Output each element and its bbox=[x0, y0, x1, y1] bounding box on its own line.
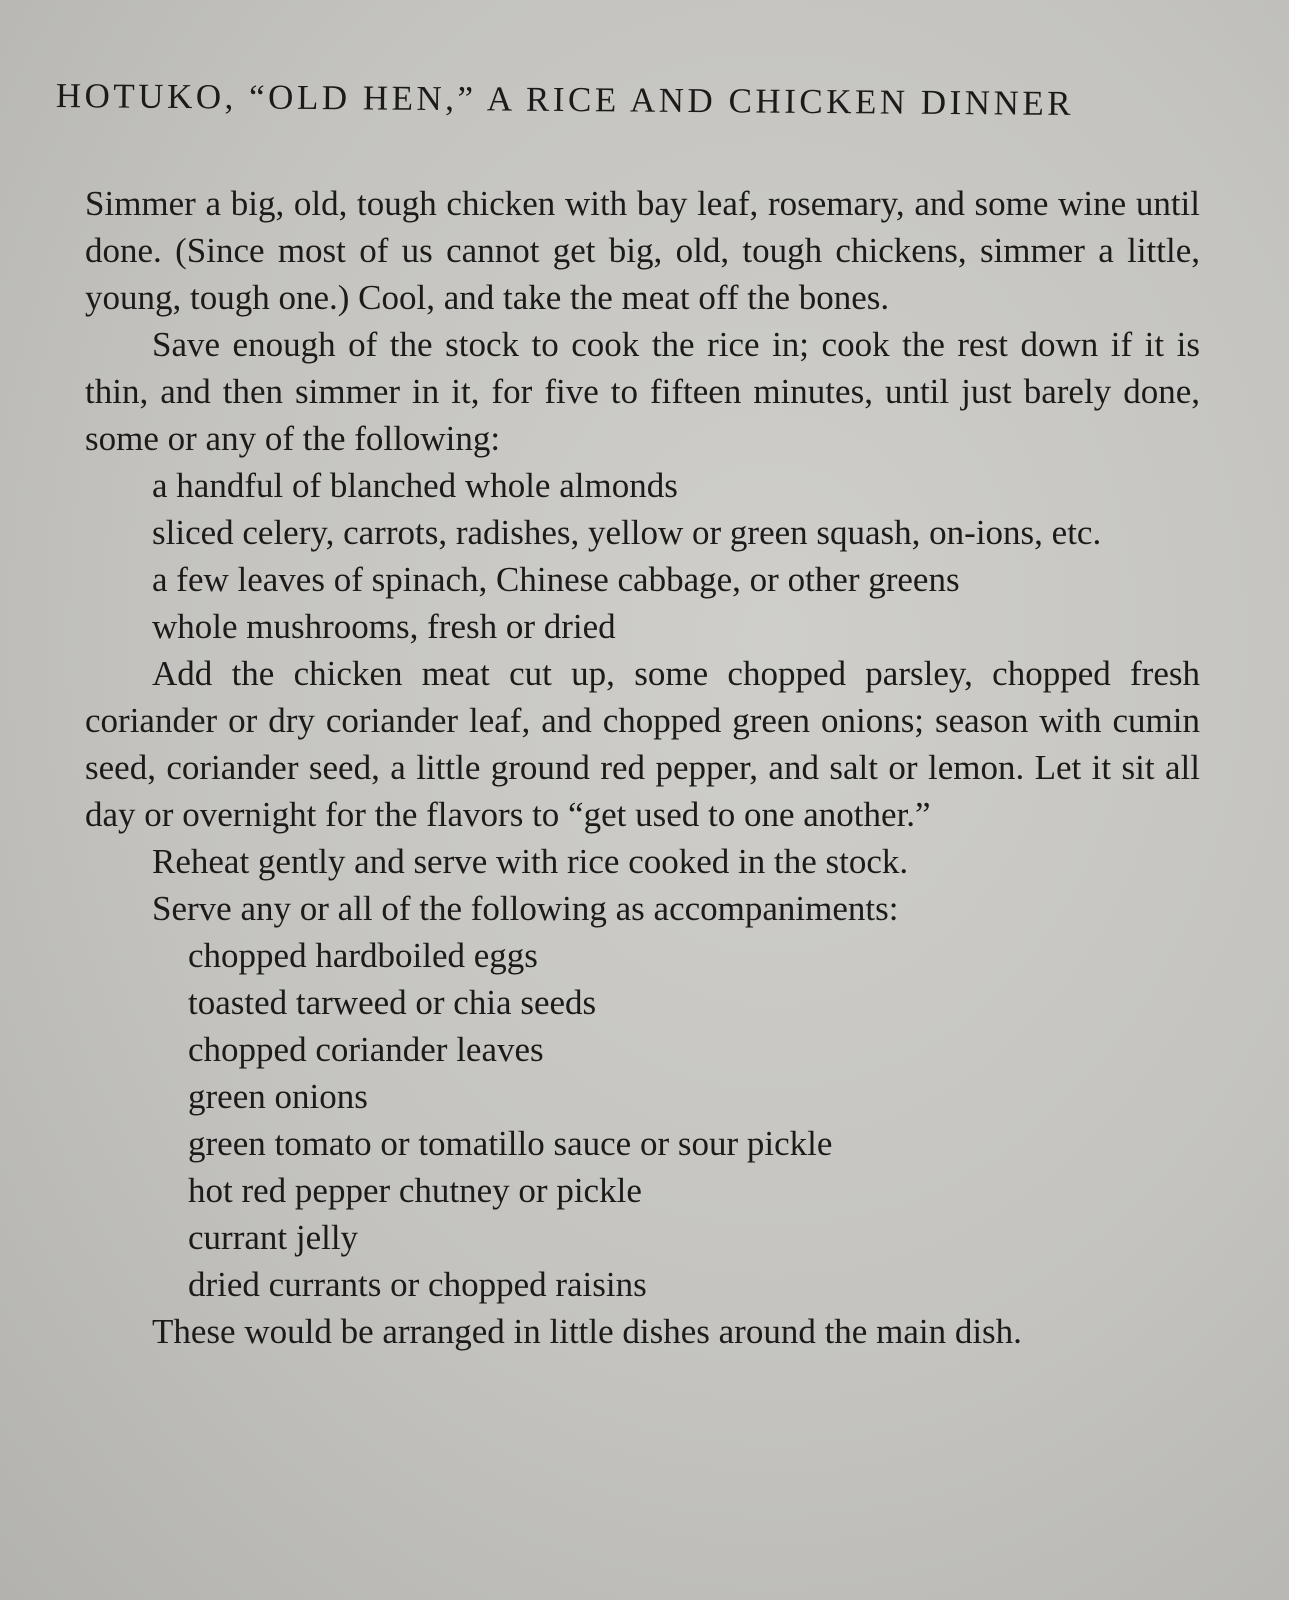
simmer-ingredients-list bbox=[85, 462, 1200, 650]
list-item: hot red pepper chutney or pickle bbox=[188, 1171, 642, 1210]
reheat-paragraph: Reheat gently and serve with rice cooked in the stock. bbox=[152, 842, 909, 881]
list-item: sliced celery, carrots, radishes, yellow or green squash, on-ions, etc. bbox=[152, 513, 1102, 552]
list-item: green tomato or tomatillo sauce or sour pickle bbox=[188, 1124, 833, 1163]
list-item: chopped coriander leaves bbox=[188, 1030, 544, 1069]
closing-paragraph: These would be arranged in little dishes around the main dish. bbox=[152, 1312, 1022, 1351]
recipe-body bbox=[85, 180, 1200, 1355]
recipe-title: HOTUKO, “OLD HEN,” A RICE AND CHICKEN DINNER bbox=[55, 76, 1075, 123]
list-item: a few leaves of spinach, Chinese cabbage, or other greens bbox=[152, 560, 960, 599]
list-item: dried currants or chopped raisins bbox=[188, 1265, 647, 1304]
list-item: chopped hardboiled eggs bbox=[188, 936, 538, 975]
list-item: green onions bbox=[188, 1077, 368, 1116]
seasoning-paragraph: Add the chicken meat cut up, some chopped parsley, chopped fresh coriander or dry coriander leaf, and chopped green onions; season with cumin seed, coriander seed, a little ground red pepper, and salt or lemon. Let it sit all day or overnight for the flavors to “get used to one another.” bbox=[85, 654, 1200, 834]
accompaniments-list bbox=[85, 932, 1200, 1308]
stock-paragraph: Save enough of the stock to cook the rice in; cook the rest down if it is thin, and then simmer in it, for five to fifteen minutes, until just barely done, some or any of the following: bbox=[85, 325, 1200, 458]
accompaniments-intro: Serve any or all of the following as accompaniments: bbox=[152, 889, 899, 928]
list-item: a handful of blanched whole almonds bbox=[152, 466, 678, 505]
list-item: toasted tarweed or chia seeds bbox=[188, 983, 597, 1022]
list-item: currant jelly bbox=[188, 1218, 359, 1257]
intro-paragraph: Simmer a big, old, tough chicken with bay leaf, rosemary, and some wine until done. (Since most of us cannot get big, old, tough chickens, simmer a little, young, tough one.) Cool, and take the meat off the bones. bbox=[85, 184, 1200, 317]
list-item: whole mushrooms, fresh or dried bbox=[152, 607, 616, 646]
